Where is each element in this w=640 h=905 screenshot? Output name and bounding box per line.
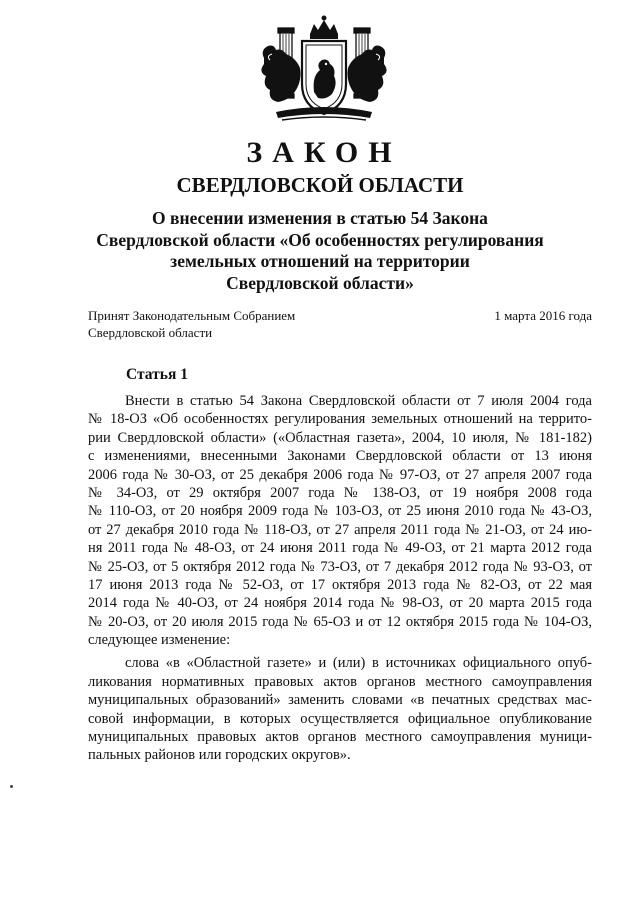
text-line: пальных районов или городских округов».: [88, 747, 351, 764]
text-line: с изменениями, внесенными Законами Свердловской области от 13 июня: [88, 448, 592, 465]
scan-speck: [10, 785, 13, 788]
text-line: муниципальных правовых актов органов местного самоуправления муници-: [88, 729, 592, 746]
law-subject: [80, 208, 560, 294]
adoption-date: 1 марта 2016 года: [494, 308, 592, 323]
text-line: 17 июня 2013 года № 52-ОЗ, от 17 октября 2013 года № 82-ОЗ, от 22 мая: [88, 576, 592, 593]
text-line: 2006 года № 30-ОЗ, от 25 декабря 2006 года № 97-ОЗ, от 27 апреля 2007 года: [88, 466, 592, 483]
region-title: СВЕРДЛОВСКОЙ ОБЛАСТИ: [176, 173, 464, 197]
text-line: Внести в статью 54 Закона Свердловской области от 7 июля 2004 года: [125, 393, 592, 409]
text-line: № 18-ОЗ «Об особенностях регулирования земельных отношений на террито-: [88, 411, 592, 428]
adoption-line: Принят Законодательным Собранием: [88, 308, 296, 323]
article-body: [88, 392, 592, 765]
subject-line: Свердловской области «Об особенностях регулирования: [96, 229, 544, 250]
text-line: от 27 декабря 2010 года № 118-ОЗ, от 27 апреля 2011 года № 21-ОЗ, от 24 ию-: [88, 521, 592, 538]
subject-line: земельных отношений на территории: [170, 251, 470, 271]
subject-line: О внесении изменения в статью 54 Закона: [152, 208, 488, 228]
paragraph-1: [88, 392, 592, 649]
adoption-line: Свердловской области: [88, 325, 213, 340]
text-line: 2014 года № 40-ОЗ, от 24 ноября 2014 года № 98-ОЗ, от 20 марта 2015 года: [88, 595, 592, 612]
adoption-note: [88, 307, 295, 341]
text-line: слова «в «Областной газете» и (или) в источниках официального опуб-: [125, 655, 592, 672]
article-heading: Статья 1: [126, 366, 188, 383]
coat-of-arms-icon: [256, 14, 392, 126]
text-line: следующее изменение:: [88, 632, 231, 649]
subject-line: Свердловской области»: [226, 272, 414, 293]
paragraph-2: [88, 654, 592, 764]
text-line: совой информации, в которых осуществляется официальное опубликование: [88, 710, 592, 727]
text-line: муниципальных образований» заменить словами «в печатных средствах мас-: [88, 692, 592, 709]
text-line: № 110-ОЗ, от 20 ноября 2009 года № 103-ОЗ, от 25 июня 2010 года № 43-ОЗ,: [88, 503, 592, 520]
law-title: ЗАКОН: [246, 136, 402, 169]
text-line: рии Свердловской области» («Областная газета», 2004, 10 июля, № 181-182): [88, 429, 592, 446]
text-line: ня 2011 года № 48-ОЗ, от 24 июня 2011 года № 49-ОЗ, от 21 марта 2012 года: [88, 540, 592, 557]
text-line: № 20-ОЗ, от 20 июля 2015 года № 65-ОЗ и от 12 октября 2015 года № 104-ОЗ,: [88, 613, 592, 630]
text-line: № 34-ОЗ, от 29 октября 2007 года № 138-ОЗ, от 19 ноября 2008 года: [88, 484, 592, 501]
text-line: № 25-ОЗ, от 5 октября 2012 года № 73-ОЗ, от 7 декабря 2012 года № 93-ОЗ, от: [88, 558, 592, 575]
text-line: ликования нормативных правовых актов органов местного самоуправления: [88, 673, 592, 690]
